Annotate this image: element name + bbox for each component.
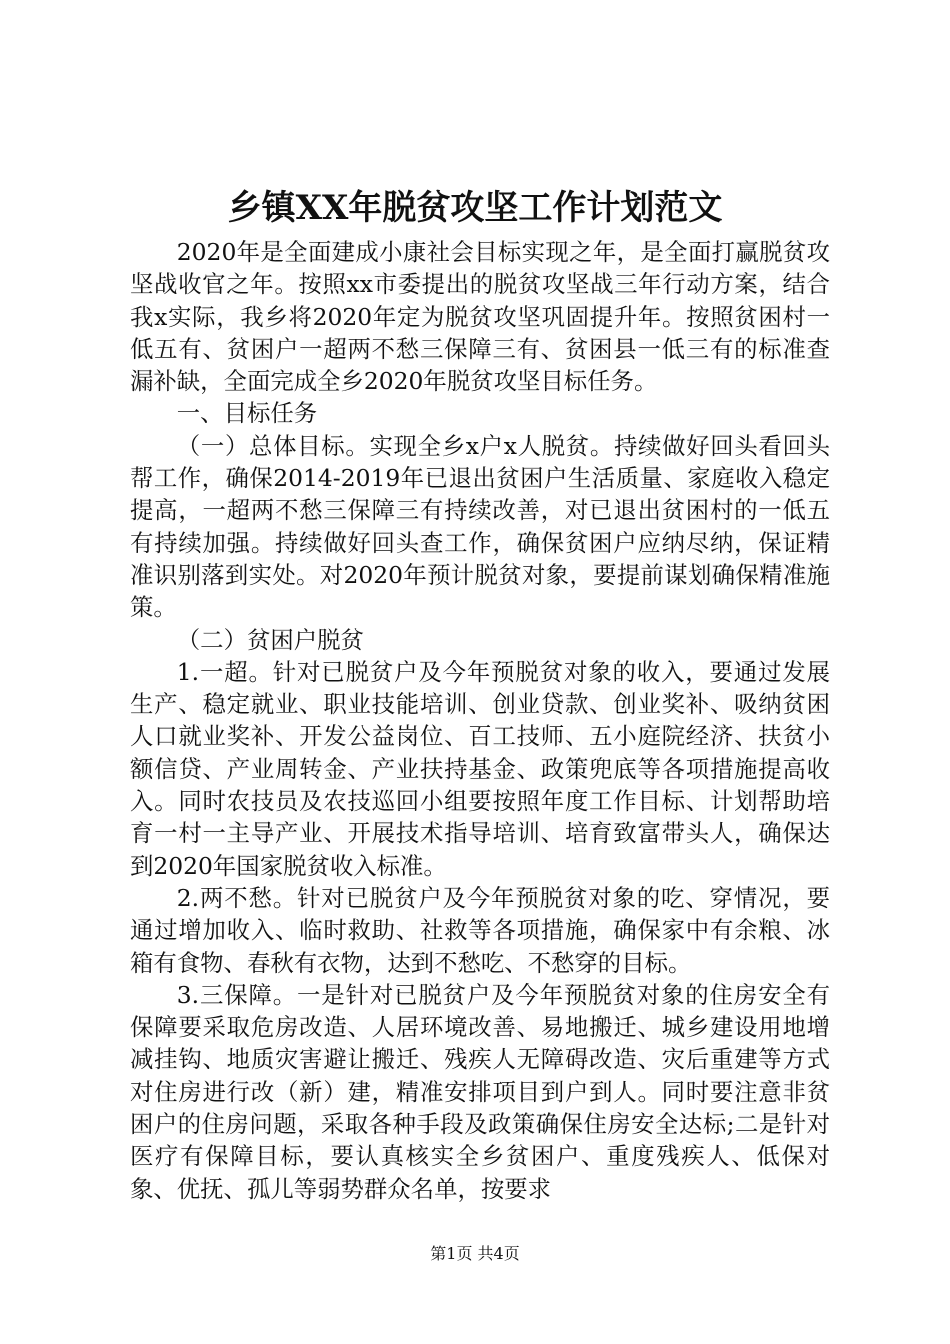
- paragraph-income: 1.一超。针对已脱贫户及今年预脱贫对象的收入，要通过发展生产、稳定就业、职业技能培训、创业贷款、创业奖补、吸纳贫困人口就业奖补、开发公益岗位、百工技师、五小庭院经济、扶贫小额信贷、产业周转金、产业扶持基金、政策兜底等各项措施提高收入。同时农技员及农技巡回小组要按照年度工作目标、计划帮助培育一村一主导产业、开展技术指导培训、培育致富带头人，确保达到2020年国家脱贫收入标准。: [130, 657, 830, 880]
- paragraph-food-clothing: 2.两不愁。针对已脱贫户及今年预脱贫对象的吃、穿情况，要通过增加收入、临时救助、社救等各项措施，确保家中有余粮、冰箱有食物、春秋有衣物，达到不愁吃、不愁穿的目标。: [130, 883, 830, 977]
- paragraph-overall-goal: （一）总体目标。实现全乡x户x人脱贫。持续做好回头看回头帮工作，确保2014-2019年已退出贫困户生活质量、家庭收入稳定提高，一超两不愁三保障三有持续改善，对已退出贫困村的一低五有持续加强。持续做好回头查工作，确保贫困户应纳尽纳，保证精准识别落到实处。对2020年预计脱贫对象，要提前谋划确保精准施策。: [130, 431, 830, 622]
- paragraph-three-guarantees: 3.三保障。一是针对已脱贫户及今年预脱贫对象的住房安全有保障要采取危房改造、人居环境改善、易地搬迁、城乡建设用地增减挂钩、地质灾害避让搬迁、残疾人无障碍改造、灾后重建等方式对住房进行改（新）建，精准安排项目到户到人。同时要注意非贫困户的住房问题，采取各种手段及政策确保住房安全达标;二是针对医疗有保障目标，要认真核实全乡贫困户、重度残疾人、低保对象、优抚、孤儿等弱势群众名单，按要求: [130, 980, 830, 1203]
- page-number: 第1页 共4页: [430, 1244, 520, 1263]
- section-heading-goals: 一、目标任务: [176, 399, 318, 428]
- subsection-heading-households: （二）贫困户脱贫: [176, 625, 364, 654]
- document-title: 乡镇XX年脱贫攻坚工作计划范文: [227, 188, 723, 228]
- page-footer: [0, 1243, 950, 1265]
- paragraph-intro: 2020年是全面建成小康社会目标实现之年，是全面打赢脱贫攻坚战收官之年。按照xx市委提出的脱贫攻坚战三年行动方案，结合我x实际，我乡将2020年定为脱贫攻坚巩固提升年。按照贫困村一低五有、贫困户一超两不愁三保障三有、贫困县一低三有的标准查漏补缺，全面完成全乡2020年脱贫攻坚目标任务。: [130, 238, 830, 396]
- document-body: [130, 236, 830, 1205]
